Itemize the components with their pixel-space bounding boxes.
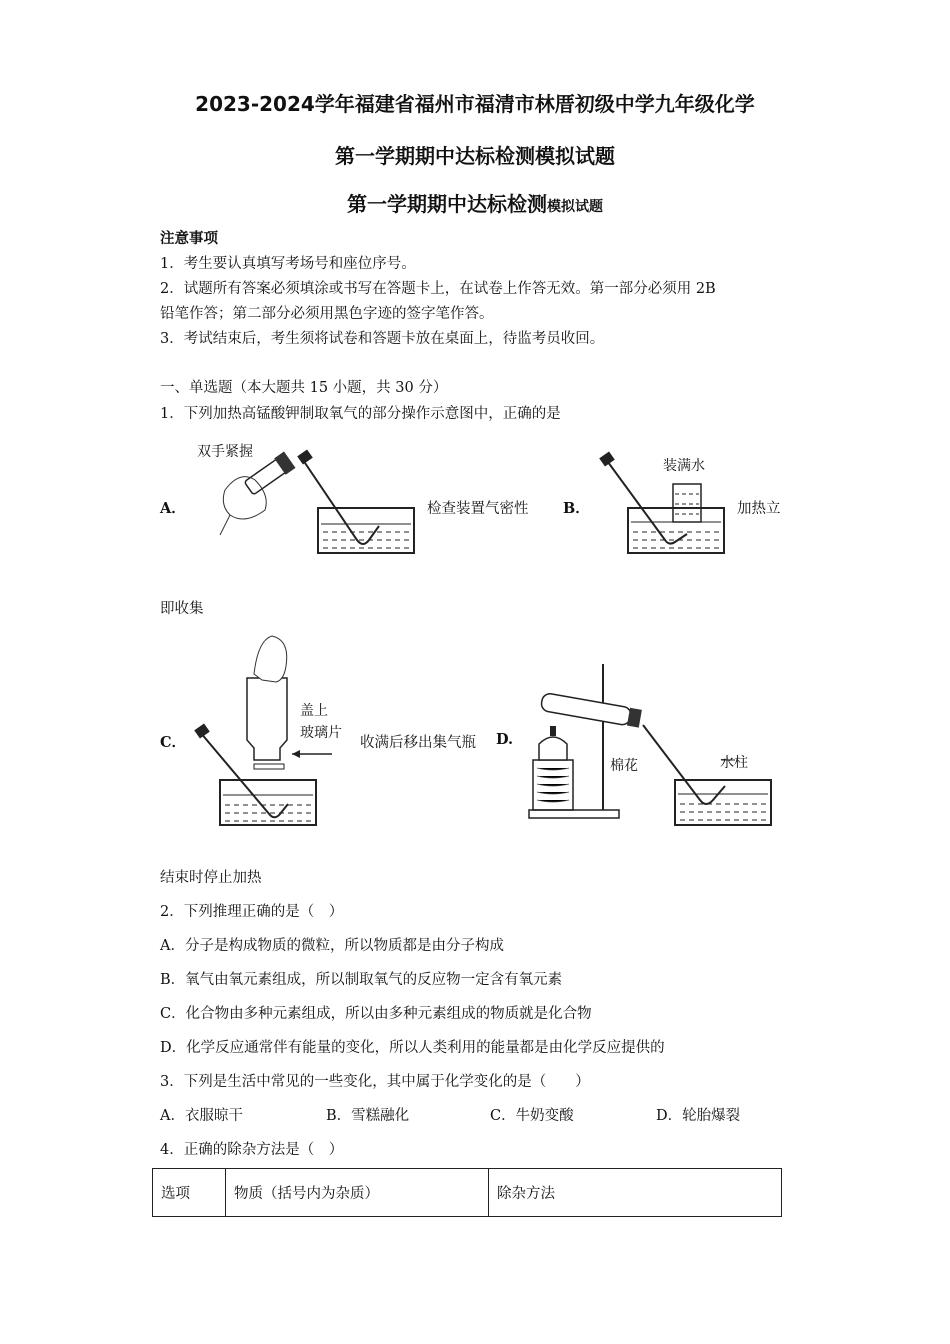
q3-option-c: C．牛奶变酸	[490, 1108, 574, 1124]
table-header-cell: 除杂方法	[489, 1169, 782, 1217]
q1-figure-d	[525, 660, 775, 830]
question-4-stem: 4．正确的除杂方法是（ ）	[160, 1142, 344, 1158]
paper-title-line1: 2023-2024学年福建省福州市福清市林厝初级中学九年级化学	[195, 92, 755, 116]
q2-option-d: D．化学反应通常伴有能量的变化，所以人类利用的能量都是由化学反应提供的	[160, 1040, 665, 1056]
q3-option-a: A．衣服晾干	[160, 1108, 243, 1124]
paper-title-line2: 第一学期期中达标检测模拟试题	[335, 144, 615, 168]
q2-option-a: A．分子是构成物质的微粒，所以物质都是由分子构成	[160, 938, 504, 954]
q1-option-b-caption-cont: 即收集	[160, 601, 204, 617]
q4-table	[152, 1168, 782, 1217]
paper-subtitle	[0, 188, 950, 217]
q2-option-b: B．氧气由氧元素组成，所以制取氧气的反应物一定含有氧元素	[160, 972, 563, 988]
question-3-stem: 3．下列是生活中常见的一些变化，其中属于化学变化的是（ ）	[160, 1074, 590, 1090]
notice-item: 1．考生要认真填写考场号和座位序号。	[160, 256, 416, 272]
q1-option-d-caption: 结束时停止加热	[160, 870, 262, 886]
q1-option-b-label: B．	[563, 500, 590, 517]
section-heading: 一、单选题（本大题共 15 小题，共 30 分）	[160, 380, 448, 396]
q1-d-figure-text1: 棉花	[610, 758, 638, 774]
q3-option-d: D．轮胎爆裂	[656, 1108, 741, 1124]
subtitle-small: 模拟试题	[547, 199, 603, 215]
q1-b-figure-text: 装满水	[663, 458, 705, 474]
table-header-cell: 物质（括号内为杂质）	[226, 1169, 489, 1217]
q1-c-figure-text1: 盖上	[300, 703, 328, 719]
q1-option-c-label: C．	[160, 734, 187, 751]
table-header-cell: 选项	[153, 1169, 226, 1217]
notice-item: 铅笔作答；第二部分必须用黑色字迹的签字笔作答。	[160, 306, 494, 322]
question-2-stem: 2．下列推理正确的是（ ）	[160, 904, 344, 920]
notice-heading: 注意事项	[160, 230, 218, 247]
q1-c-figure-text2: 玻璃片	[300, 725, 342, 741]
question-1-stem: 1．下列加热高锰酸钾制取氧气的部分操作示意图中，正确的是	[160, 406, 561, 422]
q2-option-c: C．化合物由多种元素组成，所以由多种元素组成的物质就是化合物	[160, 1006, 592, 1022]
q1-option-a-label: A．	[160, 500, 186, 517]
q1-option-a-caption: 检查装置气密性	[427, 501, 529, 517]
table-row	[153, 1169, 782, 1217]
q3-option-b: B．雪糕融化	[326, 1108, 410, 1124]
q1-a-figure-text: 双手紧握	[197, 444, 253, 460]
subtitle-main: 第一学期期中达标检测	[347, 192, 547, 216]
q1-option-c-caption: 收满后移出集气瓶	[360, 735, 476, 751]
notice-item: 3．考试结束后，考生须将试卷和答题卡放在桌面上，待监考员收回。	[160, 331, 605, 347]
q1-option-b-caption: 加热立	[737, 501, 781, 517]
q1-option-d-label: D.	[496, 731, 514, 748]
notice-item: 2．试题所有答案必须填涂或书写在答题卡上，在试卷上作答无效。第一部分必须用 2B	[160, 281, 716, 297]
q1-d-figure-text2: 水柱	[720, 755, 748, 771]
